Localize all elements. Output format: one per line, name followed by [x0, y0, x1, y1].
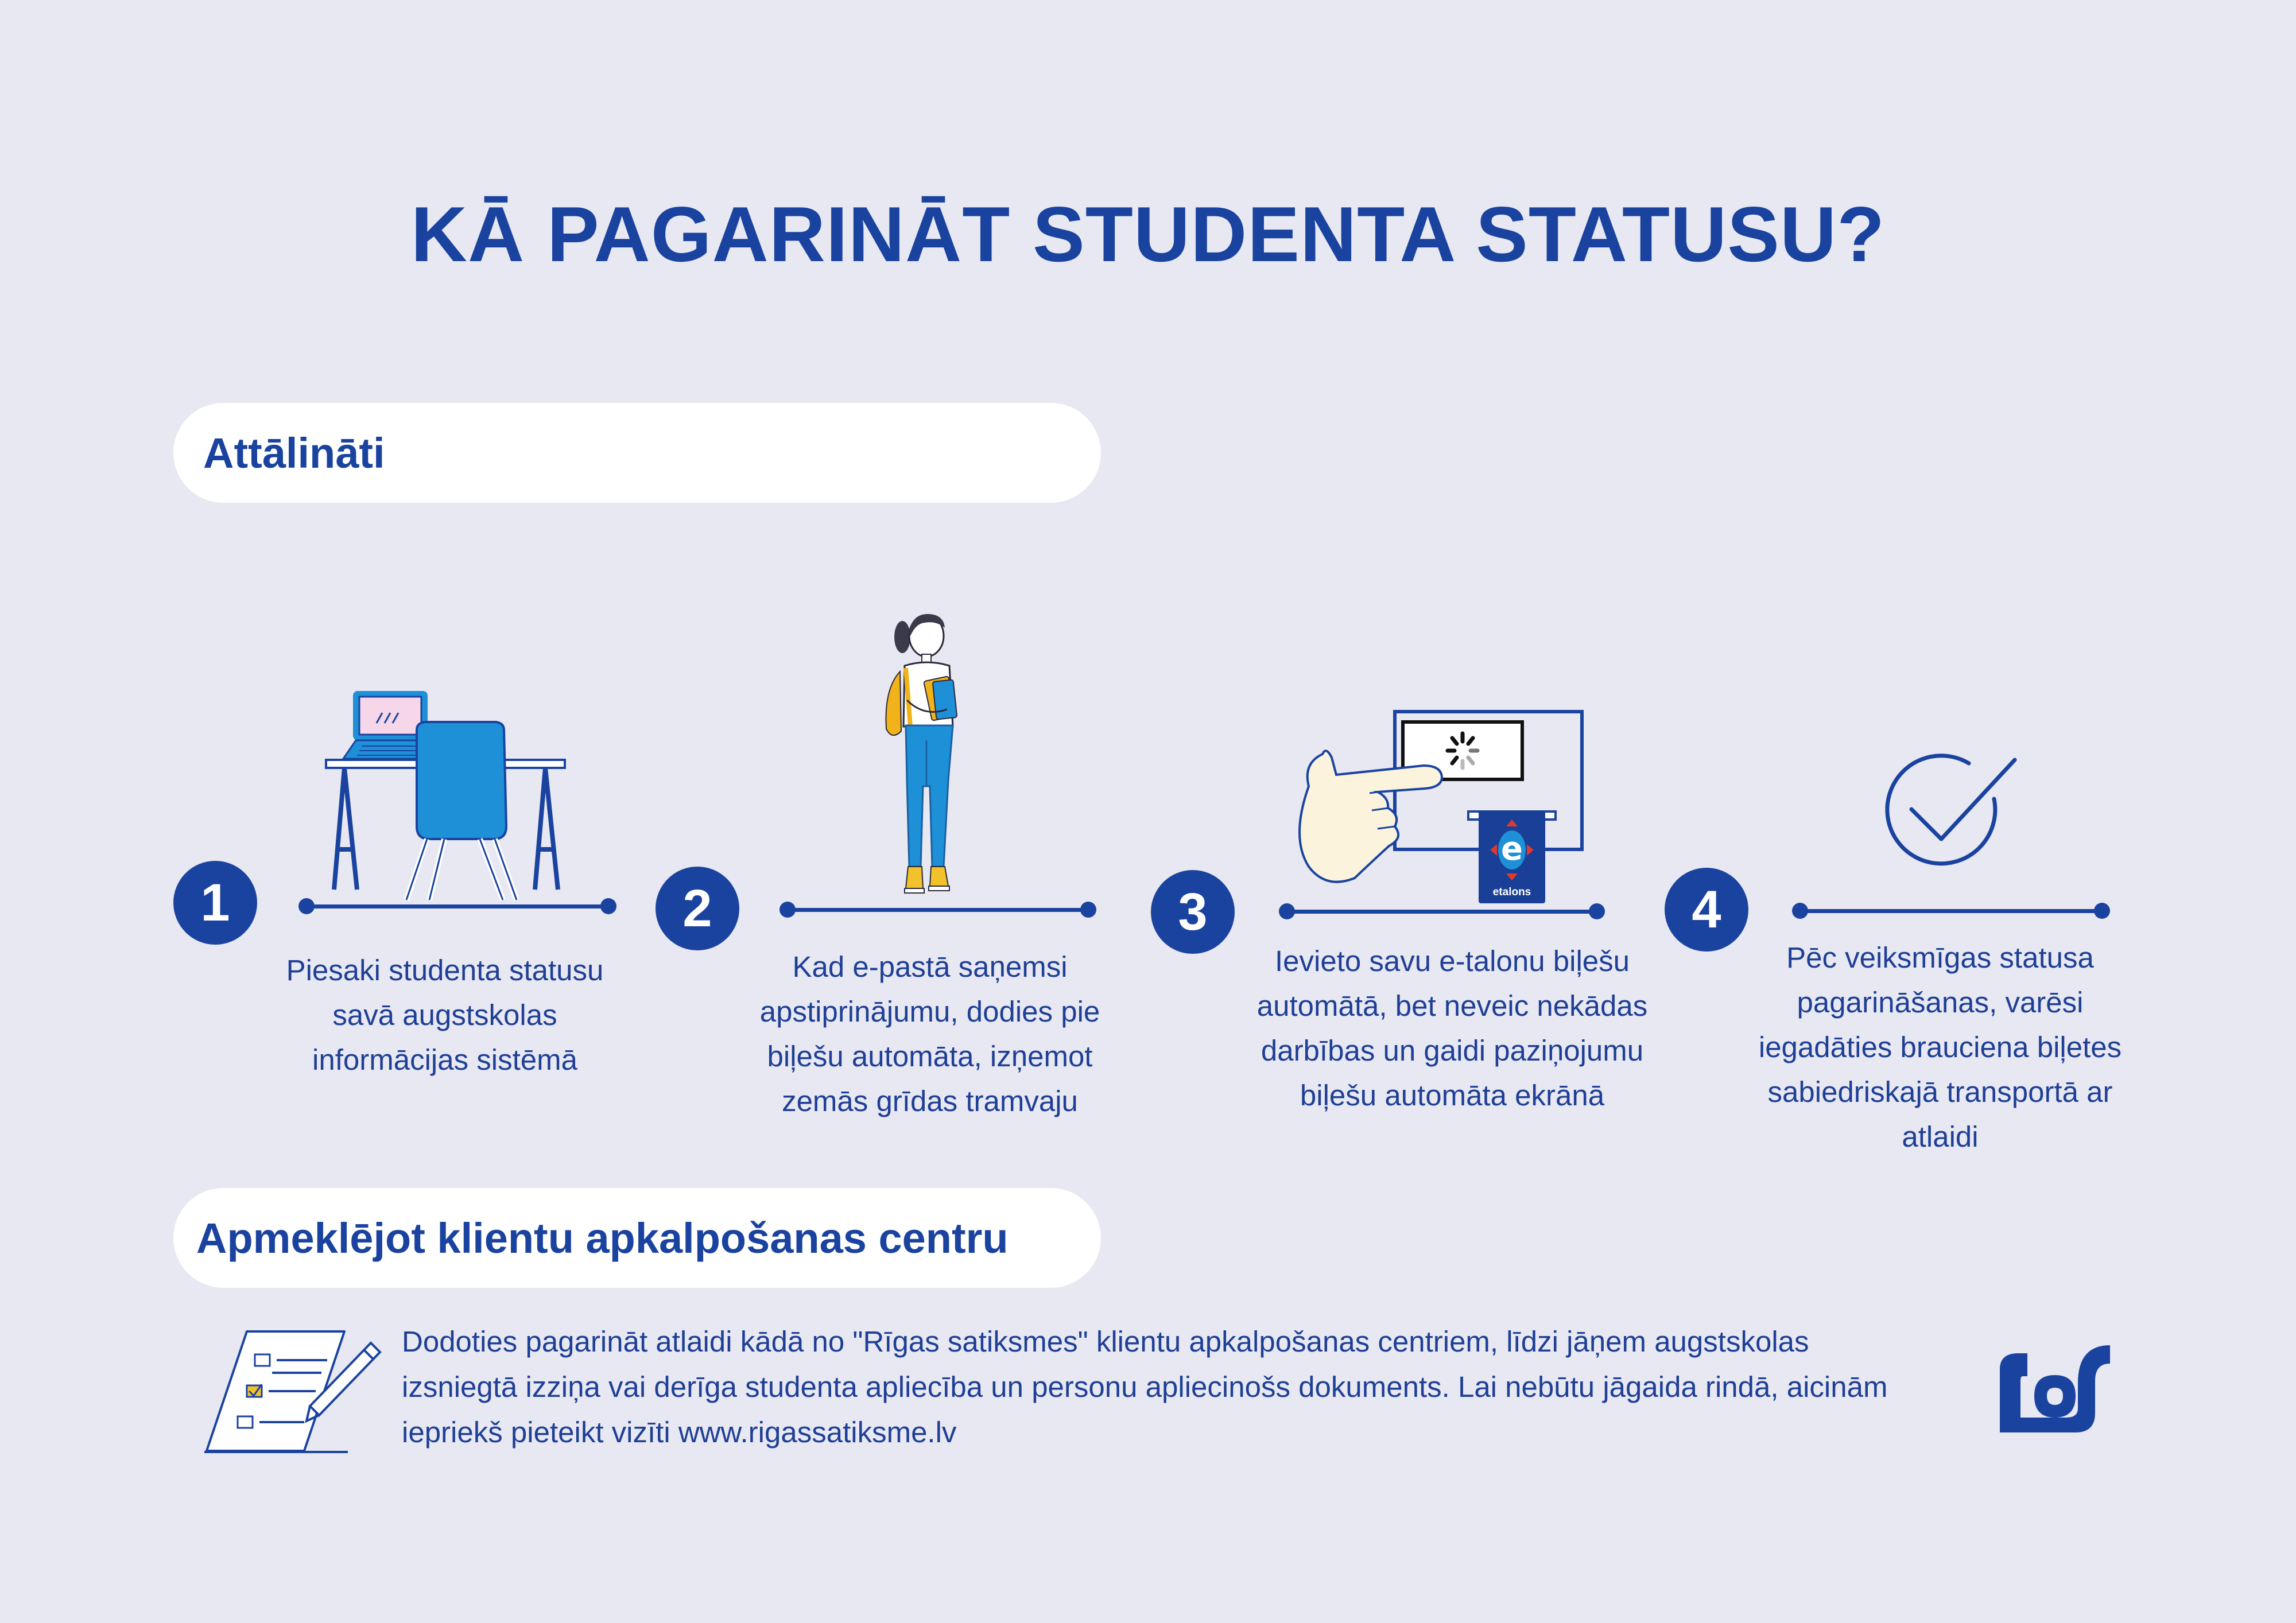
step-line-3 [1286, 910, 1598, 914]
checklist-pen-icon [201, 1320, 385, 1458]
step-line-2 [786, 908, 1089, 912]
page-title: KĀ PAGARINĀT STUDENTA STATUSU? [410, 191, 1886, 278]
section-office-label: Apmeklējot klientu apkalpošanas centru [173, 1188, 1101, 1288]
step-text-2: Kad e-pastā saņemsi apstiprinājumu, dodies pie biļešu automāta, izņemot zemās grīdas tramvaju [759, 950, 1100, 1117]
student-with-books-icon [872, 608, 987, 907]
step-text-4: Pēc veiksmīgas statusa pagarināšanas, varēsi iegadāties brauciena biļetes sabiedriskajā transportā ar atlaidi [1758, 941, 2122, 1153]
step-line-4 [1799, 909, 2103, 913]
etalons-logo-icon [1489, 818, 1535, 882]
step-number-2: 2 [656, 867, 739, 950]
section-remote-label: Attālināti [173, 403, 1101, 503]
step-number-4: 4 [1665, 868, 1748, 952]
etalons-card-label: etalons [1492, 886, 1531, 898]
desk-laptop-chair-icon [321, 683, 574, 907]
step-text-1: Piesaki studenta statusu savā augstskolas informācijas sistēmā [286, 954, 604, 1076]
step-number-3: 3 [1151, 870, 1235, 954]
checkmark-circle-icon [1877, 746, 2026, 872]
etalons-card [1479, 810, 1545, 903]
svg-text:e: e [1501, 830, 1523, 868]
office-description: Dodoties pagarināt atlaidi kādā no "Rīgas satiksmes" klientu apkalpošanas centriem, līdzi jāņem augstskolas izsniegtā izziņa vai derīga studenta apliecība un personu apliecinošs dokuments. Lai nebūtu jāgaida rindā, aicinām iepriekš pieteikt vizīti www.rigassatiksme.lv [402, 1325, 1888, 1449]
step-number-1: 1 [173, 861, 257, 945]
ticket-machine-hand-icon [1292, 706, 1590, 907]
rigas-satiksme-logo [1998, 1341, 2112, 1438]
step-text-3: Ievieto savu e-talonu biļešu automātā, bet neveic nekādas darbības un gaidi paziņojumu biļešu automāta ekrānā [1256, 945, 1648, 1112]
